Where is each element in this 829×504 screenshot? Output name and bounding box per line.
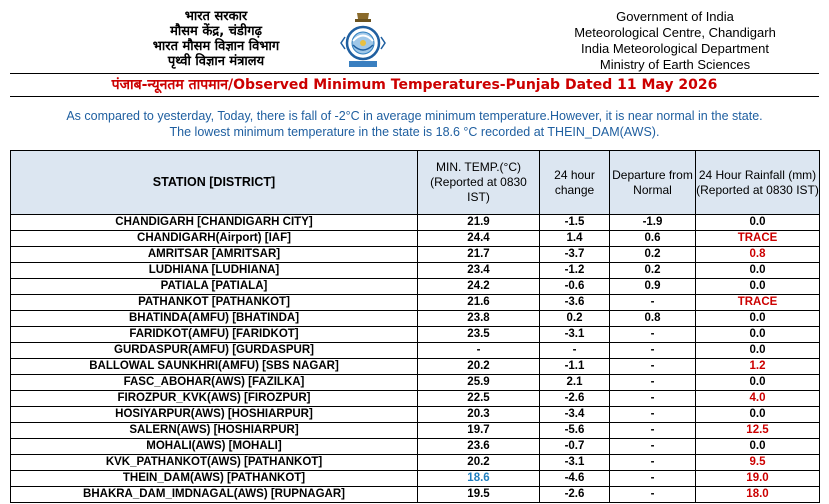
departure-cell: - [610,327,696,343]
min-temp-cell: 24.2 [418,279,540,295]
change-cell: -0.6 [540,279,610,295]
departure-cell: - [610,407,696,423]
hindi-header [116,9,316,69]
change-cell: -1.2 [540,263,610,279]
departure-cell: - [610,295,696,311]
departure-cell: - [610,455,696,471]
min-temp-cell: 23.8 [418,311,540,327]
min-temp-cell: 23.5 [418,327,540,343]
min-temp-cell: 20.2 [418,359,540,375]
rainfall-cell: 0.0 [696,327,820,343]
table-row [11,327,820,343]
station-cell: FARIDKOT(AMFU) [FARIDKOT] [11,327,418,343]
departure-cell: - [610,487,696,503]
station-cell: THEIN_DAM(AWS) [PATHANKOT] [11,471,418,487]
report-title-row [10,73,819,97]
departure-cell: 0.2 [610,247,696,263]
departure-cell: 0.8 [610,311,696,327]
station-cell: FASC_ABOHAR(AWS) [FAZILKA] [11,375,418,391]
departure-cell: -1.9 [610,215,696,231]
column-header-min-temp: MIN. TEMP.(°C) (Reported at 0830 IST) [418,151,540,215]
column-header-departure: Departure from Normal [610,151,696,215]
station-cell: KVK_PATHANKOT(AWS) [PATHANKOT] [11,455,418,471]
station-cell: AMRITSAR [AMRITSAR] [11,247,418,263]
departure-cell: - [610,343,696,359]
min-temp-cell: 19.7 [418,423,540,439]
rainfall-cell: 9.5 [696,455,820,471]
report-header [0,0,829,73]
rainfall-cell: 1.2 [696,359,820,375]
station-cell: PATIALA [PATIALA] [11,279,418,295]
min-temp-cell: 25.9 [418,375,540,391]
table-row [11,407,820,423]
min-temp-cell: 21.7 [418,247,540,263]
table-row [11,311,820,327]
rainfall-cell: 0.8 [696,247,820,263]
english-header-line: Meteorological Centre, Chandigarh [574,25,776,40]
departure-cell: - [610,375,696,391]
min-temp-cell: 23.6 [418,439,540,455]
min-temp-cell: 22.5 [418,391,540,407]
min-temp-cell: 20.2 [418,455,540,471]
english-header [560,9,790,73]
table-row [11,215,820,231]
min-temp-cell: 21.6 [418,295,540,311]
rainfall-cell: 4.0 [696,391,820,407]
departure-cell: 0.2 [610,263,696,279]
min-temp-cell: 23.4 [418,263,540,279]
station-cell: MOHALI(AWS) [MOHALI] [11,439,418,455]
change-cell: 2.1 [540,375,610,391]
rainfall-cell: 0.0 [696,343,820,359]
min-temp-cell: 18.6 [418,471,540,487]
rainfall-cell: 0.0 [696,215,820,231]
departure-cell: 0.6 [610,231,696,247]
station-cell: SALERN(AWS) [HOSHIARPUR] [11,423,418,439]
table-row [11,279,820,295]
table-row [11,359,820,375]
column-header-station: STATION [DISTRICT] [11,151,418,215]
table-row [11,247,820,263]
change-cell: -5.6 [540,423,610,439]
table-row [11,439,820,455]
change-cell: -3.1 [540,327,610,343]
station-cell: FIROZPUR_KVK(AWS) [FIROZPUR] [11,391,418,407]
rainfall-cell: 12.5 [696,423,820,439]
change-cell: -3.4 [540,407,610,423]
hindi-header-line: मौसम केंद्र, चंडीगढ़ [170,24,262,39]
min-temp-cell: 21.9 [418,215,540,231]
table-row [11,423,820,439]
min-temp-cell: 20.3 [418,407,540,423]
table-row [11,487,820,503]
departure-cell: 0.9 [610,279,696,295]
table-body [11,215,820,503]
change-cell: -3.7 [540,247,610,263]
change-cell: -0.7 [540,439,610,455]
rainfall-cell: 0.0 [696,407,820,423]
table-header-row [11,151,820,215]
hindi-header-line: पृथ्वी विज्ञान मंत्रालय [167,54,265,69]
min-temp-cell: 19.5 [418,487,540,503]
change-cell: -3.1 [540,455,610,471]
min-temp-cell: 24.4 [418,231,540,247]
rainfall-cell: 0.0 [696,439,820,455]
change-cell: -1.1 [540,359,610,375]
hindi-header-line: भारत सरकार [184,9,248,24]
station-cell: BHATINDA(AMFU) [BHATINDA] [11,311,418,327]
departure-cell: - [610,359,696,375]
change-cell: - [540,343,610,359]
column-header-change: 24 hour change [540,151,610,215]
rainfall-cell: 0.0 [696,263,820,279]
english-header-line: Ministry of Earth Sciences [599,57,751,72]
min-temp-cell: - [418,343,540,359]
departure-cell: - [610,423,696,439]
change-cell: 0.2 [540,311,610,327]
summary-line: As compared to yesterday, Today, there is fall of -2°C in average minimum temperature.However, it is near normal in the state. [66,109,763,123]
table-row [11,375,820,391]
hindi-header-line: भारत मौसम विज्ञान विभाग [152,39,280,54]
station-cell: BHAKRA_DAM_IMDNAGAL(AWS) [RUPNAGAR] [11,487,418,503]
change-cell: -2.6 [540,487,610,503]
station-cell: BALLOWAL SAUNKHRI(AMFU) [SBS NAGAR] [11,359,418,375]
table-row [11,295,820,311]
change-cell: -1.5 [540,215,610,231]
change-cell: 1.4 [540,231,610,247]
station-cell: LUDHIANA [LUDHIANA] [11,263,418,279]
table-row [11,263,820,279]
departure-cell: - [610,471,696,487]
rainfall-cell: 0.0 [696,279,820,295]
temperature-table [10,150,820,503]
rainfall-cell: 18.0 [696,487,820,503]
station-cell: PATHANKOT [PATHANKOT] [11,295,418,311]
departure-cell: - [610,391,696,407]
table-row [11,471,820,487]
departure-cell: - [610,439,696,455]
change-cell: -4.6 [540,471,610,487]
table-row [11,343,820,359]
rainfall-cell: 19.0 [696,471,820,487]
english-header-line: India Meteorological Department [581,41,769,56]
rainfall-cell: 0.0 [696,375,820,391]
table-row [11,231,820,247]
rainfall-cell: TRACE [696,295,820,311]
imd-emblem-icon [340,10,386,70]
change-cell: -3.6 [540,295,610,311]
change-cell: -2.6 [540,391,610,407]
station-cell: CHANDIGARH [CHANDIGARH CITY] [11,215,418,231]
report-title: पंजाब-न्यूनतम तापमान/Observed Minimum Temperatures-Punjab Dated 11 May 2026 [111,77,718,93]
station-cell: CHANDIGARH(Airport) [IAF] [11,231,418,247]
column-header-rainfall: 24 Hour Rainfall (mm) (Reported at 0830 IST) [696,151,820,215]
english-header-line: Government of India [616,9,734,24]
summary-line: The lowest minimum temperature in the state is 18.6 °C recorded at THEIN_DAM(AWS). [169,125,660,139]
rainfall-cell: TRACE [696,231,820,247]
table-row [11,455,820,471]
station-cell: GURDASPUR(AMFU) [GURDASPUR] [11,343,418,359]
rainfall-cell: 0.0 [696,311,820,327]
table-row [11,391,820,407]
summary-text [10,96,819,150]
station-cell: HOSIYARPUR(AWS) [HOSHIARPUR] [11,407,418,423]
